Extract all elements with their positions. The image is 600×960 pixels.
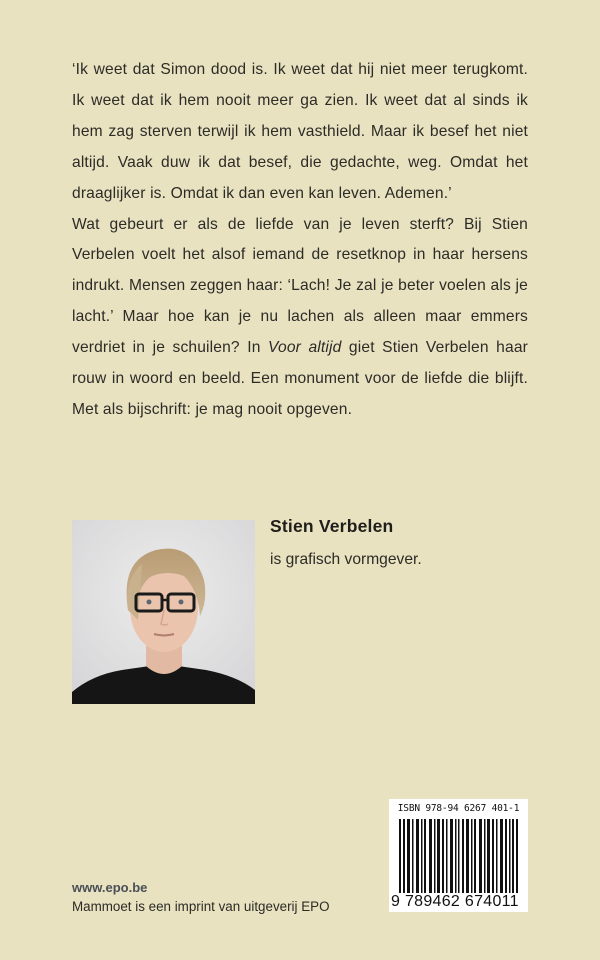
blurb-quote: ‘Ik weet dat Simon dood is. Ik weet dat hij niet meer terugkomt. Ik weet dat ik hem nooit meer ga zien. Ik weet dat al sinds ik hem zag sterven terwijl ik hem vasthield. Maar ik besef het niet altijd. Vaak duw ik dat besef, die gedachte, weg. Omdat het draaglijker is. Omdat ik dan even kan leven. Ademen.’ bbox=[72, 61, 528, 202]
author-name: Stien Verbelen bbox=[270, 516, 394, 536]
publisher-website-link[interactable]: www.epo.be bbox=[72, 880, 148, 895]
blurb-description-start: Wat gebeurt er als de liefde van je leven sterft? Bij Stien Verbelen voelt het alsof iemand de resetknop in haar hersens indrukt. Mensen zeggen haar: ‘Lach! Je zal je beter voelen als je lacht.’ Maar hoe kan je nu lachen als alleen maar emmers verdriet in je schuilen? In bbox=[72, 215, 528, 357]
blurb-description-end: giet Stien Verbelen haar rouw in woord en beeld. Een monument voor de liefde die blijft. Met als bijschrift: je mag nooit opgeven. bbox=[72, 339, 528, 418]
book-title: Voor altijd bbox=[268, 339, 342, 357]
back-cover-blurb bbox=[72, 55, 528, 426]
author-bio: is grafisch vormgever. bbox=[270, 551, 422, 568]
imprint-statement: Mammoet is een imprint van uitgeverij EPO bbox=[72, 899, 330, 914]
author-photo bbox=[72, 520, 255, 704]
isbn-barcode bbox=[389, 799, 528, 912]
isbn-label: ISBN 978-94 6267 401-1 bbox=[397, 803, 520, 814]
isbn-digits: 9 789462 674011 bbox=[391, 893, 519, 910]
author-portrait-icon bbox=[72, 520, 255, 704]
blurb-description bbox=[72, 210, 528, 426]
